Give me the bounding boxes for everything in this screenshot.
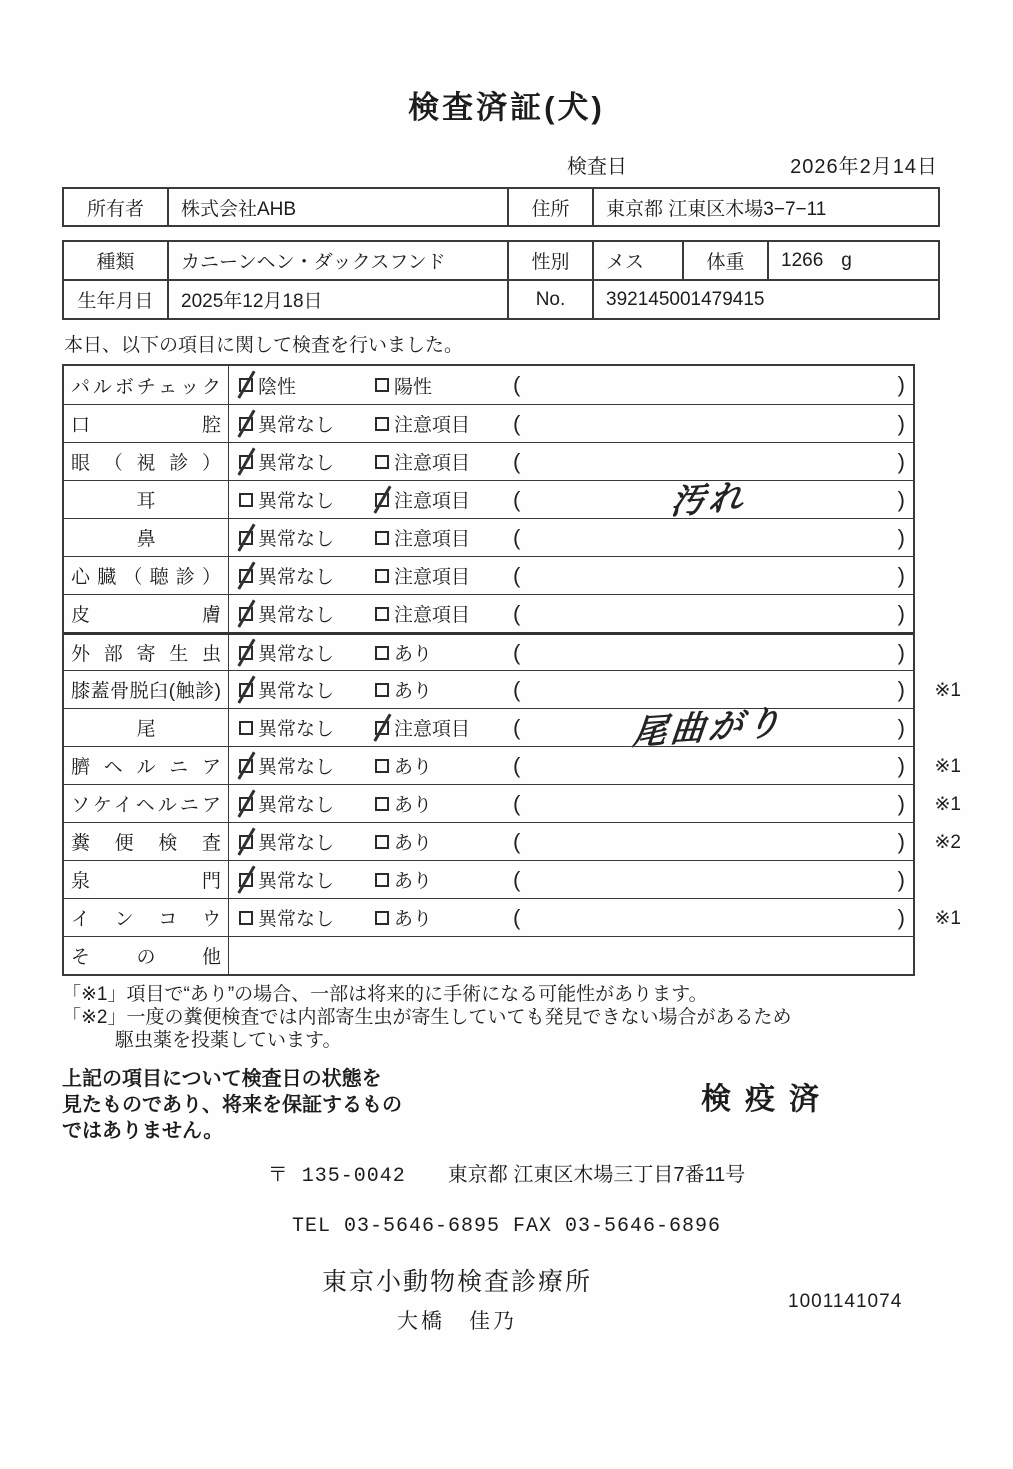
intro-text: 本日、以下の項目に関して検査を行いました。 <box>64 335 464 356</box>
veterinarian-name: 大橋 佳乃 <box>397 1310 517 1333</box>
option-label: 異常なし <box>258 795 335 816</box>
owner-value: 株式会社AHB <box>167 189 507 225</box>
close-paren: ) <box>897 639 905 665</box>
inspection-row <box>64 670 961 708</box>
item-label: 外部寄生虫 <box>64 635 229 670</box>
inspection-row <box>64 898 961 936</box>
item-label: 糞便検査 <box>64 823 229 860</box>
inspection-date-line <box>0 153 938 179</box>
option-1 <box>229 671 371 708</box>
close-paren: ) <box>897 486 905 512</box>
checkbox-checked-icon[interactable] <box>239 569 253 583</box>
footnote-2-cont: 駆虫薬を投薬しています。 <box>115 1030 342 1051</box>
option-1 <box>229 747 371 784</box>
remarks-area <box>509 595 913 632</box>
option-label: 注意項目 <box>394 567 471 588</box>
remarks-area <box>509 703 913 752</box>
open-paren: ( <box>513 714 521 740</box>
checkbox-checked-icon[interactable] <box>239 607 253 621</box>
postal-code <box>268 1158 406 1188</box>
checkbox-checked-icon[interactable] <box>239 417 253 431</box>
remarks-area <box>509 477 913 522</box>
sex-value: メス <box>592 242 682 279</box>
open-paren: ( <box>513 562 521 588</box>
option-2 <box>371 481 509 518</box>
option-1 <box>229 443 371 480</box>
option-label: 注意項目 <box>394 719 471 740</box>
checkbox-icon[interactable] <box>375 417 389 431</box>
no-value: 392145001479415 <box>592 281 938 318</box>
weight-value: 1266 <box>781 249 824 271</box>
option-2 <box>371 747 509 784</box>
option-label: あり <box>394 757 433 778</box>
inspection-date-value: 2026年2月14日 <box>790 156 938 178</box>
item-label: 皮膚 <box>64 595 229 632</box>
inspection-row <box>64 518 913 556</box>
option-1 <box>229 635 371 670</box>
option-1 <box>229 709 371 746</box>
inspection-row <box>64 784 961 822</box>
option-label: 注意項目 <box>394 453 471 474</box>
option-2 <box>371 595 509 632</box>
option-label: 異常なし <box>258 567 335 588</box>
footnotes <box>62 983 1013 1052</box>
disclaimer-line-3: ではありません。 <box>62 1120 224 1142</box>
checkbox-checked-icon[interactable] <box>239 835 253 849</box>
option-2 <box>371 823 509 860</box>
clinic-block <box>62 1262 852 1335</box>
inspection-row <box>64 594 913 632</box>
item-label: 膝蓋骨脱臼(触診) <box>64 671 229 708</box>
remarks-area <box>509 899 913 936</box>
option-label: 異常なし <box>258 644 335 665</box>
weight-label: 体重 <box>682 242 767 279</box>
handwritten-note <box>521 790 897 816</box>
option-label: あり <box>394 833 433 854</box>
option-label: あり <box>394 871 433 892</box>
close-paren: ) <box>897 866 905 892</box>
open-paren: ( <box>513 676 521 702</box>
item-label: 心臓（聴診） <box>64 557 229 594</box>
inspection-row <box>64 632 913 670</box>
option-2 <box>371 519 509 556</box>
inspection-row <box>64 936 913 974</box>
option-label: 陰性 <box>258 376 297 398</box>
checkbox-checked-icon[interactable] <box>239 455 253 469</box>
open-paren: ( <box>513 904 521 930</box>
item-label: 口腔 <box>64 405 229 442</box>
inspection-row <box>64 477 913 522</box>
empty-cell <box>229 937 913 974</box>
option-2 <box>371 709 509 746</box>
disclaimer <box>62 1066 482 1144</box>
option-1 <box>229 595 371 632</box>
option-label: 異常なし <box>258 833 335 854</box>
inspection-row <box>64 366 913 404</box>
item-label: 眼（視診） <box>64 443 229 480</box>
no-label: No. <box>507 281 592 318</box>
close-paren: ) <box>897 562 905 588</box>
option-1 <box>229 823 371 860</box>
checkbox-icon[interactable] <box>375 683 389 697</box>
open-paren: ( <box>513 639 521 665</box>
tel-fax-line: TEL 03-5646-6895 FAX 03-5646-6896 <box>291 1215 722 1238</box>
owner-label: 所有者 <box>86 198 144 220</box>
footnote-mark: ※2 <box>934 832 961 853</box>
breed-label: 種類 <box>96 252 135 273</box>
option-2 <box>371 861 509 898</box>
close-paren: ) <box>897 714 905 740</box>
item-label: 鼻 <box>64 519 229 556</box>
checkbox-icon[interactable] <box>375 569 389 583</box>
footnote-1: 「※1」項目で“あり”の場合、一部は将来的に手術になる可能性があります。 <box>62 984 708 1005</box>
option-label: あり <box>394 795 433 816</box>
option-label: 注意項目 <box>394 491 471 512</box>
checkbox-icon[interactable] <box>239 493 253 507</box>
disclaimer-line-1: 上記の項目について検査日の状態を <box>62 1068 382 1090</box>
inspection-table <box>62 364 961 976</box>
option-2 <box>371 443 509 480</box>
handwritten-note <box>521 752 897 778</box>
clinic-name: 東京小動物検査診療所 <box>321 1268 592 1296</box>
item-label: ソケイヘルニア <box>64 785 229 822</box>
inspection-row <box>64 822 961 860</box>
option-2 <box>371 785 509 822</box>
option-label: 異常なし <box>258 681 335 702</box>
handwritten-note <box>521 676 897 702</box>
item-label: 尾 <box>64 709 229 746</box>
close-paren: ) <box>897 372 905 397</box>
checkbox-icon[interactable] <box>375 531 389 545</box>
handwritten-note <box>521 639 897 665</box>
checkbox-checked-icon[interactable] <box>239 797 253 811</box>
close-paren: ) <box>897 904 905 930</box>
inspection-row <box>64 442 913 480</box>
option-1 <box>229 366 371 404</box>
weight-cell <box>767 242 938 279</box>
remarks-area <box>509 823 913 860</box>
page-title: 検査済証(犬) <box>408 90 605 125</box>
remarks-area <box>509 366 913 404</box>
footnote-mark: ※1 <box>934 908 961 929</box>
handwritten-note <box>521 372 897 398</box>
option-label: 異常なし <box>258 415 335 436</box>
open-paren: ( <box>513 372 521 397</box>
pet-table <box>62 240 940 320</box>
footnote-mark: ※1 <box>934 794 961 815</box>
birthdate-value: 2025年12月18日 <box>167 281 507 318</box>
checkbox-icon[interactable] <box>375 797 389 811</box>
option-1 <box>229 557 371 594</box>
inspection-row <box>64 860 913 898</box>
option-label: 異常なし <box>258 529 335 550</box>
option-label: 異常なし <box>258 757 335 778</box>
option-2 <box>371 557 509 594</box>
handwritten-note <box>521 600 897 626</box>
remarks-area <box>509 747 913 784</box>
close-paren: ) <box>897 410 905 436</box>
handwritten-note <box>521 828 897 854</box>
handwritten-note <box>521 866 897 892</box>
close-paren: ) <box>897 790 905 816</box>
checkbox-icon[interactable] <box>239 721 253 735</box>
handwritten-note <box>521 410 897 436</box>
checkbox-checked-icon[interactable] <box>239 646 253 660</box>
checkbox-checked-icon[interactable] <box>239 873 253 887</box>
checkbox-icon[interactable] <box>375 911 389 925</box>
handwritten-note <box>521 524 897 550</box>
option-label: 異常なし <box>258 719 335 740</box>
close-paren: ) <box>897 524 905 550</box>
postal-number: 135-0042 <box>301 1165 406 1188</box>
checkbox-icon[interactable] <box>239 911 253 925</box>
checkbox-icon[interactable] <box>375 455 389 469</box>
handwritten-note <box>521 904 897 930</box>
item-label: 泉門 <box>64 861 229 898</box>
checkbox-icon[interactable] <box>375 835 389 849</box>
checkbox-checked-icon[interactable] <box>239 759 253 773</box>
checkbox-icon[interactable] <box>375 607 389 621</box>
checkbox-checked-icon[interactable] <box>239 531 253 545</box>
handwritten-note <box>521 448 897 474</box>
item-label: インコウ <box>64 899 229 936</box>
option-label: あり <box>394 909 433 930</box>
option-2 <box>371 366 509 404</box>
remarks-area <box>509 405 913 442</box>
handwritten-note: 尾曲がり <box>631 703 787 752</box>
option-1 <box>229 519 371 556</box>
breed-value: カニーンヘン・ダックスフンド <box>167 242 507 279</box>
open-paren: ( <box>513 828 521 854</box>
remarks-area <box>509 861 913 898</box>
sex-label: 性別 <box>507 242 592 279</box>
birthdate-label: 生年月日 <box>77 291 154 312</box>
option-1 <box>229 861 371 898</box>
postal-mark: 〒 <box>267 1165 289 1188</box>
open-paren: ( <box>513 752 521 778</box>
option-2 <box>371 671 509 708</box>
open-paren: ( <box>513 600 521 626</box>
close-paren: ) <box>897 448 905 474</box>
remarks-area <box>509 635 913 670</box>
close-paren: ) <box>897 676 905 702</box>
option-1 <box>229 405 371 442</box>
option-label: 陽性 <box>394 376 433 398</box>
checkbox-checked-icon[interactable] <box>239 683 253 697</box>
handwritten-note <box>521 562 897 588</box>
open-paren: ( <box>513 448 521 474</box>
checkbox-icon[interactable] <box>375 759 389 773</box>
item-label: パルボチェック <box>64 366 229 404</box>
address-value: 東京都 江東区木場3−7−11 <box>592 189 938 225</box>
open-paren: ( <box>513 790 521 816</box>
checkbox-icon[interactable] <box>375 873 389 887</box>
inspection-row <box>64 404 913 442</box>
item-label: その他 <box>64 937 229 974</box>
option-label: 注意項目 <box>394 605 471 626</box>
remarks-area <box>509 557 913 594</box>
clinic-street-address: 東京都 江東区木場三丁目7番11号 <box>447 1164 746 1186</box>
open-paren: ( <box>513 410 521 436</box>
owner-table <box>62 187 940 227</box>
option-label: 異常なし <box>258 871 335 892</box>
option-label: あり <box>394 681 433 702</box>
footnote-2: 「※2」一度の糞便検査では内部寄生虫が寄生していても発見できない場合があるため <box>62 1007 792 1028</box>
option-label: 異常なし <box>258 491 335 512</box>
option-label: 注意項目 <box>394 415 471 436</box>
option-label: 異常なし <box>258 605 335 626</box>
option-1 <box>229 481 371 518</box>
footnote-mark: ※1 <box>934 756 961 777</box>
option-1 <box>229 785 371 822</box>
inspection-row <box>64 746 961 784</box>
item-label: 臍ヘルニア <box>64 747 229 784</box>
weight-unit: g <box>841 249 852 271</box>
document-code: 1001141074 <box>788 1291 903 1312</box>
remarks-area <box>509 519 913 556</box>
open-paren: ( <box>513 866 521 892</box>
quarantine-stamp: 検疫済 <box>701 1083 833 1116</box>
checkbox-icon[interactable] <box>375 646 389 660</box>
disclaimer-line-2: 見たものであり、将来を保証するもの <box>62 1094 402 1116</box>
inspection-row <box>64 556 913 594</box>
checkbox-icon[interactable] <box>375 378 389 392</box>
option-2 <box>371 405 509 442</box>
close-paren: ) <box>897 828 905 854</box>
clinic-address-line <box>0 1158 1013 1188</box>
inspection-date-label: 検査日 <box>567 156 627 178</box>
footnote-mark: ※1 <box>934 680 961 701</box>
option-label: あり <box>394 644 433 665</box>
item-label: 耳 <box>64 481 229 518</box>
option-2 <box>371 635 509 670</box>
checkbox-checked-icon[interactable] <box>239 378 253 392</box>
remarks-area <box>509 785 913 822</box>
option-label: 異常なし <box>258 909 335 930</box>
address-label: 住所 <box>507 189 592 225</box>
option-label: 注意項目 <box>394 529 471 550</box>
option-2 <box>371 899 509 936</box>
open-paren: ( <box>513 486 521 512</box>
open-paren: ( <box>513 524 521 550</box>
checkbox-checked-icon[interactable] <box>375 493 389 507</box>
close-paren: ) <box>897 752 905 778</box>
option-label: 異常なし <box>258 453 335 474</box>
option-1 <box>229 899 371 936</box>
inspection-row <box>64 703 913 752</box>
handwritten-note: 汚れ <box>669 477 749 522</box>
checkbox-checked-icon[interactable] <box>375 721 389 735</box>
close-paren: ) <box>897 600 905 626</box>
